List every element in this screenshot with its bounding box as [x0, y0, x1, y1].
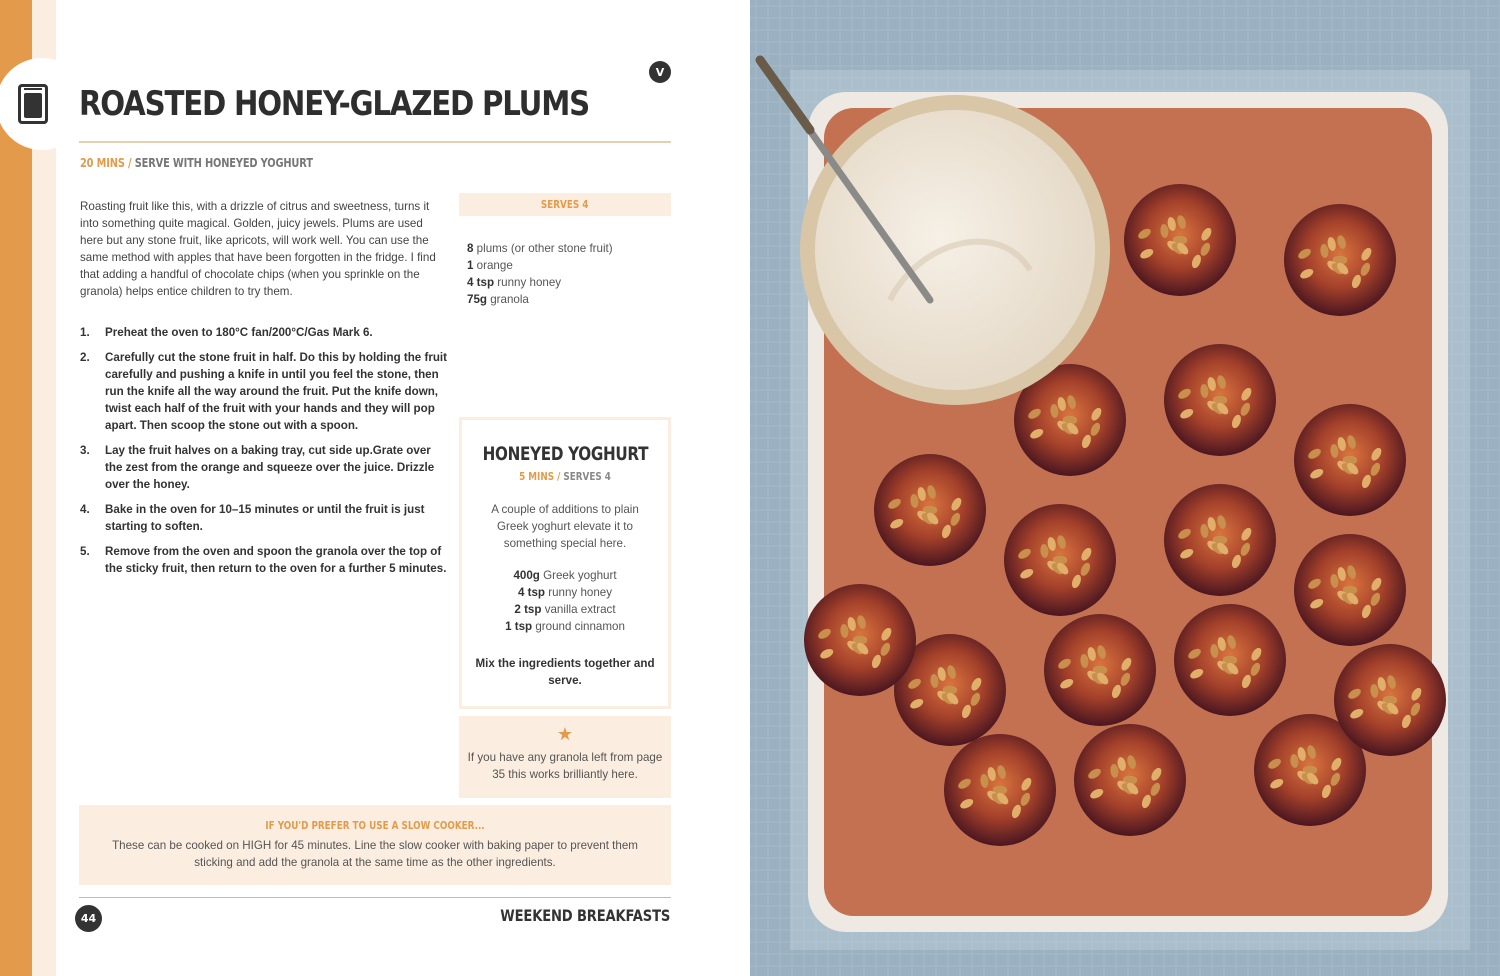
- vegetarian-badge: V: [649, 61, 671, 83]
- prep-time: 20 MINS: [80, 156, 125, 170]
- slow-cooker-box: [79, 805, 671, 885]
- recipe-subline: [80, 156, 313, 170]
- page-number: 44: [75, 905, 102, 932]
- footer-divider: [79, 897, 671, 898]
- ingredient-item: 1 tsp ground cinnamon: [505, 620, 625, 633]
- ingredient-item: 8 plums (or other stone fruit): [467, 242, 613, 255]
- ingredient-item: 4 tsp runny honey: [467, 276, 562, 289]
- title-divider: [79, 141, 671, 143]
- ingredient-item: 400g Greek yoghurt: [513, 569, 617, 582]
- recipe-intro: Roasting fruit like this, with a drizzle of citrus and sweetness, turns it into something quite magical. Golden, juicy jewels. Plums are used here but any stone fruit, like apricots, will work well. You can use the same method with apples that have been forgotten in the fridge. I find that adding a handful of chocolate chips (when you sprinkle on the granola) helps entice children to try them.: [80, 200, 436, 298]
- ingredient-item: 2 tsp vanilla extract: [514, 603, 616, 616]
- sub-recipe-subline: 5 MINS / SERVES 4: [519, 470, 611, 483]
- honeyed-yoghurt-box: [459, 417, 671, 709]
- sub-recipe-method: Mix the ingredients together and serve.: [475, 657, 655, 687]
- recipe-title: ROASTED HONEY-GLAZED PLUMS: [79, 84, 589, 124]
- recipe-photo: [750, 0, 1500, 976]
- sub-recipe-title: HONEYED YOGHURT: [482, 443, 649, 465]
- method-step: 5. Remove from the oven and spoon the granola over the top of the sticky fruit, then return to the oven for a further 5 minutes.: [80, 545, 447, 575]
- sub-recipe-ingredients: [462, 567, 668, 635]
- serve-with: SERVE WITH HONEYED YOGHURT: [134, 156, 313, 170]
- serves-box: [459, 193, 671, 216]
- ingredient-item: 4 tsp runny honey: [517, 586, 613, 599]
- star-icon: ★: [556, 724, 574, 745]
- oven-icon: [18, 84, 48, 124]
- subline-separator: /: [128, 156, 132, 170]
- method-step: 3. Lay the fruit halves on a baking tray, cut side up.Grate over the zest from the orange and squeeze over the juice. Drizzle over the honey.: [80, 444, 435, 491]
- tip-box: [459, 716, 671, 798]
- method-steps: [80, 324, 450, 585]
- slow-cooker-text: These can be cooked on HIGH for 45 minutes. Line the slow cooker with baking paper to prevent them sticking and add the granola at the same time as the other ingredients.: [112, 839, 638, 869]
- ingredient-item: 1 orange: [467, 259, 513, 272]
- method-step: 4. Bake in the oven for 10–15 minutes or until the fruit is just starting to soften.: [80, 503, 425, 533]
- section-name: WEEKEND BREAKFASTS: [500, 906, 670, 925]
- tip-text: If you have any granola left from page 35 this works brilliantly here.: [467, 751, 663, 781]
- ingredients-list: [467, 240, 667, 308]
- sub-recipe-intro: A couple of additions to plain Greek yoghurt elevate it to something special here.: [491, 503, 639, 550]
- method-step: 1. Preheat the oven to 180°C fan/200°C/Gas Mark 6.: [80, 326, 373, 339]
- serves-label: SERVES 4: [541, 198, 589, 211]
- ingredient-item: 75g granola: [467, 293, 529, 306]
- method-step: 2. Carefully cut the stone fruit in half. Do this by holding the fruit carefully and pushing a knife in until you feel the stone, then run the knife all the way around the fruit. Put the knife down, twist each half of the fruit with your hands and they will pop apart. Then scoop the stone out with a spoon.: [80, 351, 448, 432]
- slow-cooker-title: IF YOU'D PREFER TO USE A SLOW COOKER...: [265, 819, 485, 832]
